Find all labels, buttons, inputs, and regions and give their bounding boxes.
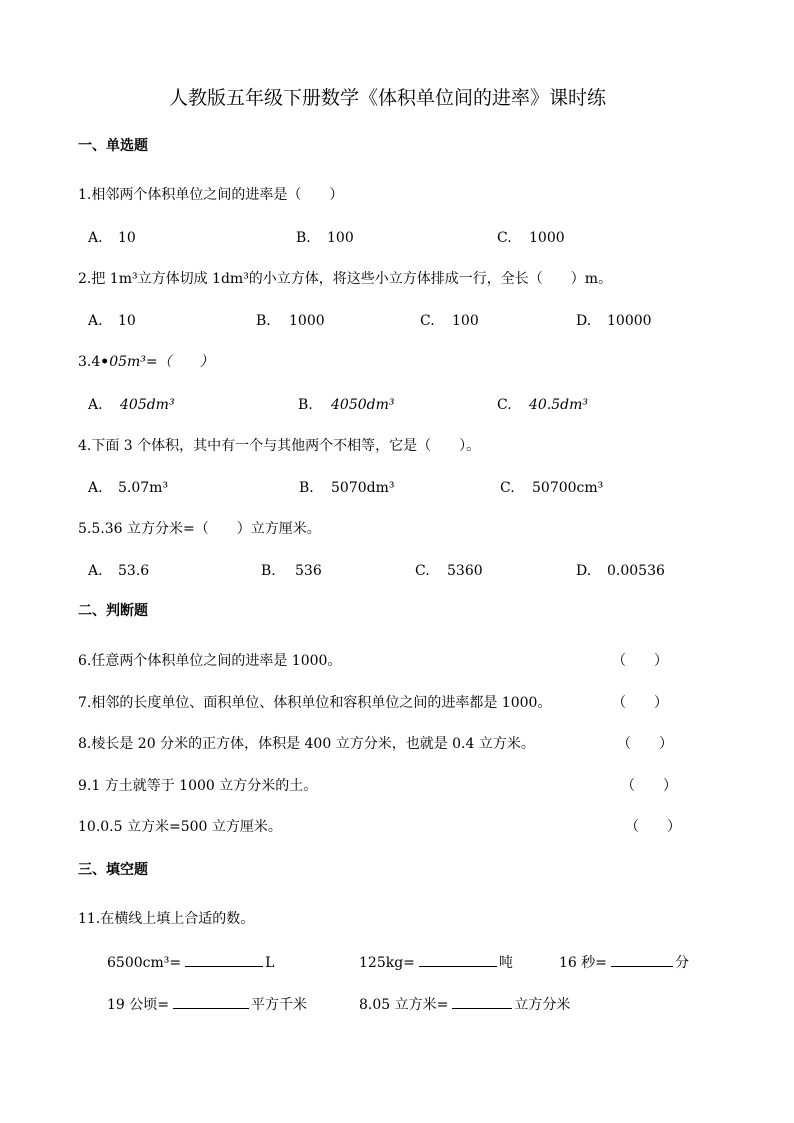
page-title: 人教版五年级下册数学《体积单位间的进率》课时练 bbox=[169, 87, 607, 109]
q3-option-b-value: 4050dm³ bbox=[331, 397, 395, 413]
q3-option-c-label[interactable]: C. bbox=[497, 397, 512, 413]
question-5-stem: 5.5.36 立方分米=（ ）立方厘米。 bbox=[78, 521, 321, 537]
fill-item-3-prefix: 16 秒= bbox=[559, 955, 607, 971]
q5-option-b-label[interactable]: B. bbox=[261, 563, 276, 579]
q3-stem-prefix: 3.4 bbox=[78, 354, 101, 370]
fill-blank-5[interactable] bbox=[452, 994, 512, 1009]
judge-question-7: 7.相邻的长度单位、面积单位、体积单位和容积单位之间的进率都是 1000。 bbox=[78, 695, 552, 711]
q2-option-c-label[interactable]: C. bbox=[420, 313, 435, 329]
judge-question-8: 8.棱长是 20 分米的正方体，体积是 400 立方分米，也就是 0.4 立方米。 bbox=[78, 736, 535, 752]
judge-question-10: 10.0.5 立方米=500 立方厘米。 bbox=[78, 819, 282, 835]
question-3-stem bbox=[78, 353, 214, 371]
q4-option-c-label[interactable]: C. bbox=[500, 480, 515, 496]
fill-item-2-unit: 吨 bbox=[498, 955, 513, 971]
section-heading-single-choice: 一、单选题 bbox=[78, 138, 148, 154]
q4-option-a-value: 5.07m³ bbox=[118, 480, 169, 496]
q4-option-c-value: 50700cm³ bbox=[532, 480, 604, 496]
q5-option-b-value: 536 bbox=[295, 563, 322, 579]
judge-answer-paren-9[interactable]: （ ） bbox=[621, 778, 677, 794]
fill-item-3 bbox=[559, 952, 689, 972]
q5-option-a-value: 53.6 bbox=[118, 563, 150, 579]
fill-item-1-prefix: 6500cm³= bbox=[107, 955, 182, 971]
fill-item-5-prefix: 8.05 立方米= bbox=[359, 997, 449, 1013]
q3-option-a-label[interactable]: A. bbox=[88, 397, 103, 413]
q2-option-b-label[interactable]: B. bbox=[256, 313, 271, 329]
judge-answer-paren-7[interactable]: （ ） bbox=[612, 695, 668, 711]
fill-item-4 bbox=[107, 994, 307, 1014]
fill-item-2-prefix: 125kg= bbox=[359, 955, 415, 971]
q1-option-a-label[interactable]: A. bbox=[88, 230, 103, 246]
judge-question-9: 9.1 方土就等于 1000 立方分米的土。 bbox=[78, 778, 318, 794]
judge-answer-paren-8[interactable]: （ ） bbox=[617, 736, 673, 752]
q2-option-a-label[interactable]: A. bbox=[88, 313, 103, 329]
q2-option-d-label[interactable]: D. bbox=[576, 313, 592, 329]
q5-option-c-label[interactable]: C. bbox=[415, 563, 430, 579]
q2-option-a-value: 10 bbox=[118, 313, 136, 329]
q3-option-c-value: 40.5dm³ bbox=[529, 397, 589, 413]
question-2-stem: 2.把 1m³立方体切成 1dm³的小立方体，将这些小立方体排成一行，全长（ ）m。 bbox=[78, 271, 613, 287]
q2-option-c-value: 100 bbox=[452, 313, 479, 329]
judge-question-6: 6.任意两个体积单位之间的进率是 1000。 bbox=[78, 653, 342, 669]
q4-option-a-label[interactable]: A. bbox=[88, 480, 103, 496]
q2-option-b-value: 1000 bbox=[289, 313, 325, 329]
question-4-stem: 4.下面 3 个体积，其中有一个与其他两个不相等，它是（ ）。 bbox=[78, 438, 481, 454]
fill-item-4-prefix: 19 公顷= bbox=[107, 997, 169, 1013]
fill-item-1-unit: L bbox=[265, 955, 275, 971]
q4-option-b-value: 5070dm³ bbox=[331, 480, 395, 496]
section-heading-true-false: 二、判断题 bbox=[78, 603, 148, 619]
judge-answer-paren-10[interactable]: （ ） bbox=[625, 819, 681, 835]
q3-stem-dot: • bbox=[100, 354, 110, 370]
q3-option-b-label[interactable]: B. bbox=[298, 397, 313, 413]
fill-blank-3[interactable] bbox=[611, 952, 673, 967]
q1-option-b-label[interactable]: B. bbox=[296, 230, 311, 246]
q2-option-d-value: 10000 bbox=[607, 313, 652, 329]
q3-stem-suffix: 05m³=（ ） bbox=[109, 354, 214, 370]
q5-option-c-value: 5360 bbox=[447, 563, 483, 579]
fill-blank-4[interactable] bbox=[173, 994, 249, 1009]
fill-item-5-unit: 立方分米 bbox=[514, 997, 571, 1013]
question-11-stem: 11.在横线上填上合适的数。 bbox=[78, 911, 255, 927]
fill-item-2 bbox=[359, 952, 513, 972]
q4-option-b-label[interactable]: B. bbox=[299, 480, 314, 496]
q1-option-c-label[interactable]: C. bbox=[497, 230, 512, 246]
fill-item-1 bbox=[107, 952, 274, 972]
fill-item-5 bbox=[359, 994, 570, 1014]
q5-option-d-value: 0.00536 bbox=[607, 563, 665, 579]
fill-item-3-unit: 分 bbox=[675, 955, 689, 971]
section-heading-fill-blank: 三、填空题 bbox=[78, 862, 148, 878]
q1-option-b-value: 100 bbox=[327, 230, 354, 246]
judge-answer-paren-6[interactable]: （ ） bbox=[612, 653, 668, 669]
question-1-stem: 1.相邻两个体积单位之间的进率是（ ） bbox=[78, 187, 344, 203]
fill-item-4-unit: 平方千米 bbox=[251, 997, 307, 1013]
q5-option-a-label[interactable]: A. bbox=[88, 563, 103, 579]
q1-option-c-value: 1000 bbox=[529, 230, 565, 246]
q5-option-d-label[interactable]: D. bbox=[576, 563, 592, 579]
fill-blank-1[interactable] bbox=[185, 952, 263, 967]
fill-blank-2[interactable] bbox=[419, 952, 497, 967]
q3-option-a-value: 405dm³ bbox=[120, 397, 175, 413]
q1-option-a-value: 10 bbox=[118, 230, 136, 246]
